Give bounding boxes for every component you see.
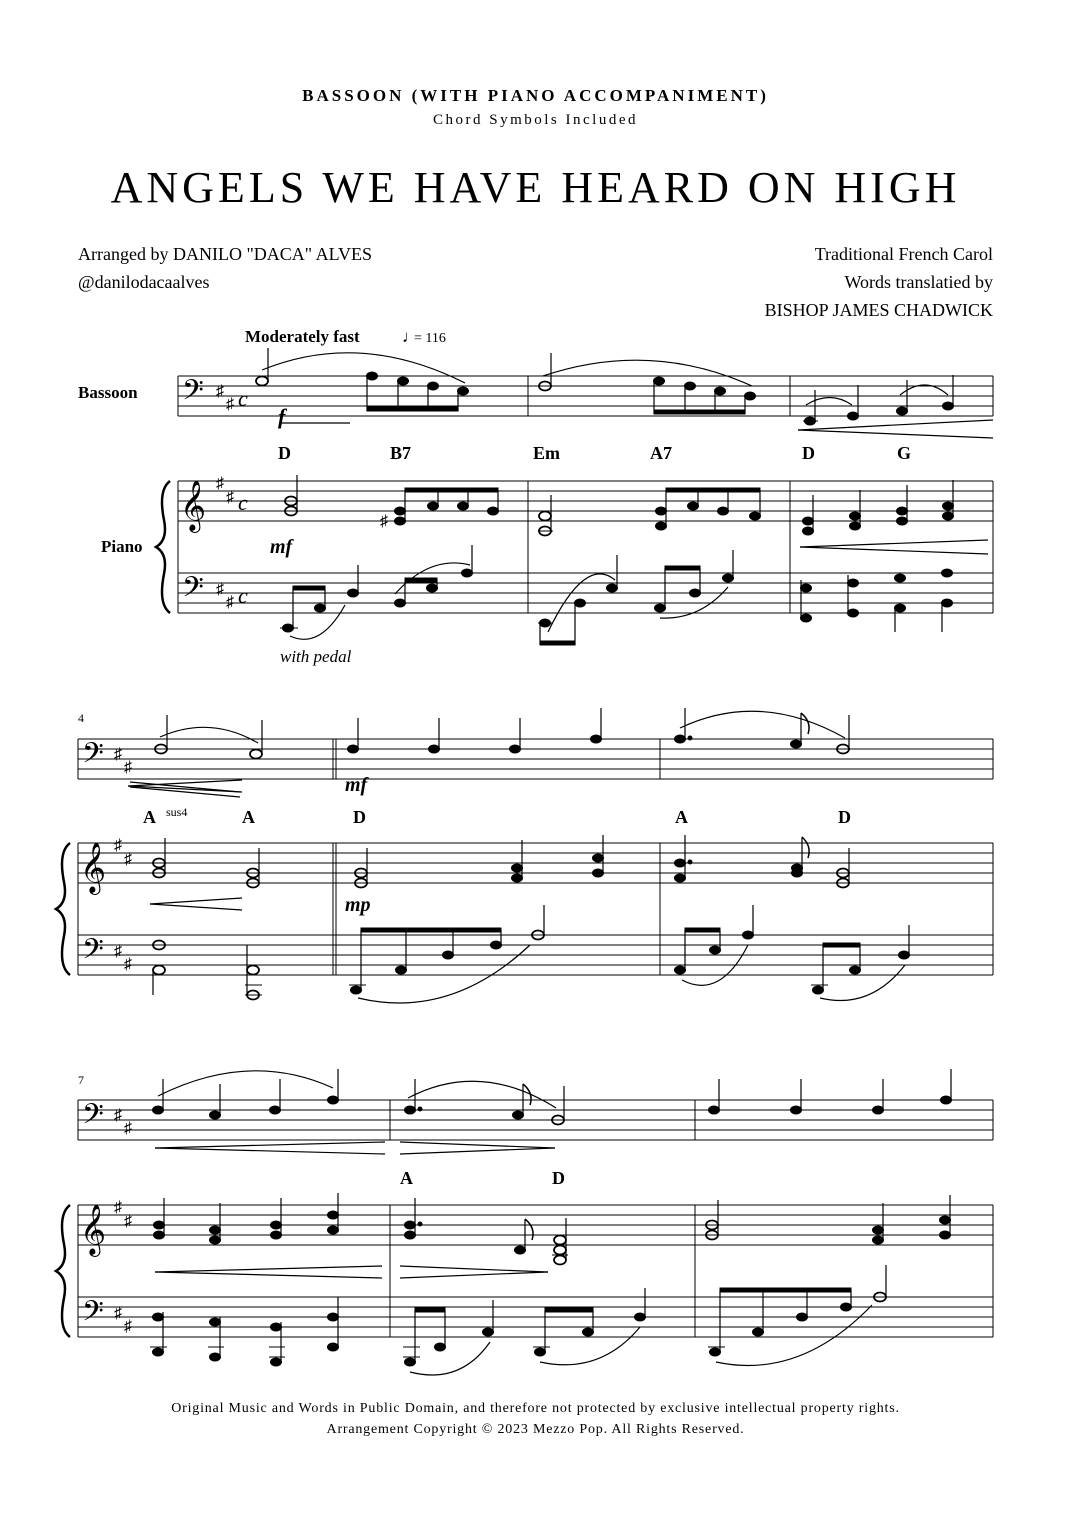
treble-clef-icon: 𝄞 — [80, 1205, 107, 1254]
chord-symbols-2 — [143, 805, 851, 827]
sharp-icon: ♯ — [124, 1318, 132, 1335]
svg-text:♯: ♯ — [380, 513, 388, 530]
time-signature: c — [238, 490, 248, 515]
measure-number-7: 7 — [78, 1073, 84, 1087]
svg-text:B7: B7 — [390, 443, 412, 463]
piano-treble-notes-1 — [285, 475, 954, 536]
treble-clef-icon: 𝄞 — [180, 481, 207, 530]
piano-bass-notes-3 — [150, 1265, 886, 1366]
chord-symbols-3 — [400, 1168, 565, 1188]
hairpin-1 — [800, 540, 988, 554]
bass-clef-icon: 𝄢 — [182, 573, 204, 610]
tempo-note-icon: ♩ — [402, 327, 419, 346]
sharp-icon: ♯ — [114, 746, 122, 763]
bassoon-staff-3 — [78, 1100, 993, 1140]
chord-symbols-note: Chord Symbols Included — [433, 112, 638, 128]
svg-text:D: D — [838, 807, 851, 827]
bassoon-staff-1 — [178, 376, 993, 416]
bassoon-notes-2 — [155, 708, 849, 759]
sharp-icon: ♯ — [114, 1305, 122, 1322]
sharp-icon: ♯ — [124, 1213, 132, 1230]
measure-number-4: 4 — [78, 711, 84, 725]
svg-text:D: D — [278, 443, 291, 463]
bassoon-label: Bassoon — [78, 383, 138, 402]
sharp-icon: ♯ — [124, 759, 132, 776]
instrumentation-heading: BASSOON (WITH PIANO ACCOMPANIMENT) — [302, 86, 769, 105]
copyright-footer — [0, 1398, 1071, 1440]
bass-clef-icon: 𝄢 — [82, 1297, 104, 1334]
bassoon-notes-3 — [153, 1069, 952, 1125]
piano-treble-staff-2 — [78, 843, 993, 883]
svg-text:G: G — [897, 443, 912, 463]
sharp-icon: ♯ — [216, 581, 224, 598]
dynamic-mf: mf — [345, 774, 368, 796]
tempo-text: Moderately fast — [245, 327, 360, 346]
piano-treble-staff-1 — [178, 481, 993, 521]
sharp-icon: ♯ — [124, 956, 132, 973]
piece-title: ANGELS WE HAVE HEARD ON HIGH — [110, 163, 961, 212]
sharp-icon: ♯ — [114, 1199, 122, 1216]
public-domain-notice: Original Music and Words in Public Domain, and therefore not protected by exclusive intellectual property rights. — [171, 1401, 900, 1416]
svg-text:sus4: sus4 — [166, 805, 188, 819]
sharp-icon: ♯ — [114, 837, 122, 854]
treble-clef-icon: 𝄞 — [80, 843, 107, 892]
bass-slurs-1 — [290, 563, 728, 639]
sharp-icon: ♯ — [124, 1120, 132, 1137]
dynamic-mf: mf — [270, 536, 293, 558]
sharp-icon: ♯ — [226, 594, 234, 611]
slurs-2 — [130, 711, 845, 797]
tempo-bpm: = 116 — [414, 331, 446, 346]
arranger-name: Arranged by DANILO "DACA" ALVES — [78, 244, 373, 264]
bassoon-staff-2 — [78, 739, 993, 779]
dynamic-f: f — [278, 404, 286, 429]
svg-text:D: D — [802, 443, 815, 463]
hairpin-3 — [150, 898, 242, 910]
piano-brace-1 — [156, 481, 170, 613]
sharp-icon: ♯ — [114, 1107, 122, 1124]
svg-text:Em: Em — [533, 443, 560, 463]
svg-text:A: A — [675, 807, 688, 827]
svg-text:A: A — [400, 1168, 413, 1188]
time-signature: c — [238, 583, 248, 608]
chord-symbols-1 — [278, 443, 911, 463]
arrangement-copyright: Arrangement Copyright © 2023 Mezzo Pop. All Rights Reserved. — [326, 1422, 745, 1437]
hairpin-4 — [155, 1266, 548, 1278]
translator-name: BISHOP JAMES CHADWICK — [764, 300, 993, 320]
piano-bass-notes-2 — [153, 905, 910, 1000]
bass-clef-icon: 𝄢 — [82, 739, 104, 776]
svg-text:A7: A7 — [650, 443, 672, 463]
origin-text: Traditional French Carol — [814, 244, 993, 264]
bass-clef-icon: 𝄢 — [182, 376, 204, 413]
bass-clef-icon: 𝄢 — [82, 935, 104, 972]
sharp-icon: ♯ — [114, 943, 122, 960]
sharp-icon: ♯ — [216, 475, 224, 492]
bass-clef-icon: 𝄢 — [82, 1100, 104, 1137]
dynamic-mp: mp — [345, 894, 371, 916]
piano-brace-2 — [56, 843, 70, 975]
translation-text: Words translatied by — [844, 272, 993, 292]
arranger-handle: @danilodacaalves — [78, 272, 210, 292]
time-signature: c — [238, 386, 248, 411]
sharp-icon: ♯ — [124, 851, 132, 868]
piano-label: Piano — [101, 537, 143, 556]
sharp-icon: ♯ — [216, 383, 224, 400]
piano-treble-notes-3 — [154, 1193, 951, 1265]
svg-text:D: D — [353, 807, 366, 827]
piano-bass-notes-1 — [280, 545, 953, 645]
svg-text:A: A — [143, 807, 156, 827]
piano-brace-3 — [56, 1205, 70, 1337]
svg-text:A: A — [242, 807, 255, 827]
sharp-icon: ♯ — [226, 489, 234, 506]
slurs-1 — [262, 353, 993, 438]
svg-text:D: D — [552, 1168, 565, 1188]
pedal-marking: with pedal — [280, 647, 352, 666]
sharp-icon: ♯ — [226, 396, 234, 413]
